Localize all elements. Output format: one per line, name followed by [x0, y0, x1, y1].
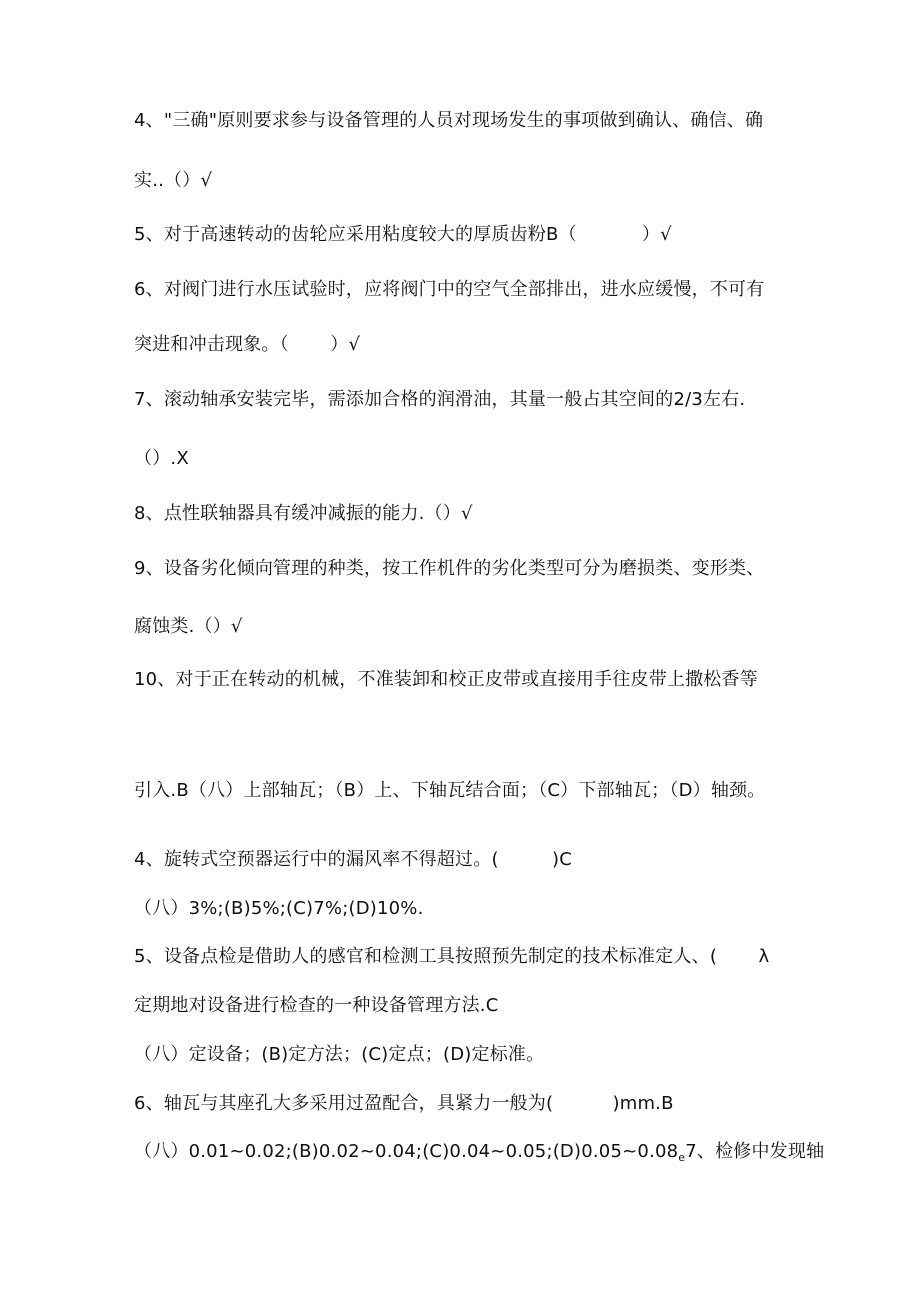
- text-line: 4、"三确"原则要求参与设备管理的人员对现场发生的事项做到确认、确信、确: [134, 110, 764, 131]
- text-line: 10、对于正在转动的机械，不准装卸和校正皮带或直接用手往皮带上撒松香等: [134, 669, 758, 690]
- text-line: 7、滚动轴承安装完毕，需添加合格的润滑油，其量一般占其空间的2/3左右.: [134, 389, 746, 410]
- text-line: 腐蚀类.（）√: [134, 616, 243, 637]
- text-segment: 7、检修中发现轴: [685, 1141, 825, 1162]
- text-line: 6、对阀门进行水压试验时，应将阀门中的空气全部排出，进水应缓慢，不可有: [134, 279, 765, 300]
- text-line: 5、对于高速转动的齿轮应采用粘度较大的厚质齿粉B（ ）√: [134, 224, 672, 245]
- text-line: 实..（）√: [134, 170, 213, 191]
- text-line: 9、设备劣化倾向管理的种类，按工作机件的劣化类型可分为磨损类、变形类、: [134, 558, 765, 579]
- text-line: 4、旋转式空预器运行中的漏风率不得超过。( )C: [134, 849, 572, 870]
- text-line-last: [134, 1140, 824, 1170]
- text-line: （八）3%;(B)5%;(C)7%;(D)10%.: [134, 898, 424, 919]
- subscript-mark: e: [678, 1151, 686, 1164]
- text-line: 定期地对设备进行检查的一种设备管理方法.C: [134, 995, 499, 1016]
- text-line: 引入.B（八）上部轴瓦；（B）上、下轴瓦结合面；（C）下部轴瓦；（D）轴颈。: [134, 780, 766, 801]
- text-line: 5、设备点检是借助人的感官和检测工具按照预先制定的技术标准定人、( λ: [134, 946, 770, 967]
- text-line: 8、点性联轴器具有缓冲减振的能力.（）√: [134, 503, 473, 524]
- text-line: （）.X: [134, 448, 189, 469]
- text-segment: （八）0.01~0.02;(B)0.02~0.04;(C)0.04~0.05;(D)0.05~0.08: [134, 1141, 679, 1162]
- text-line: 突进和冲击现象。（ ）√: [134, 334, 361, 355]
- text-line: 6、轴瓦与其座孔大多采用过盈配合，具紧力一般为( )mm.B: [134, 1093, 674, 1114]
- text-line: （八）定设备；(B)定方法；(C)定点；(D)定标准。: [134, 1044, 545, 1065]
